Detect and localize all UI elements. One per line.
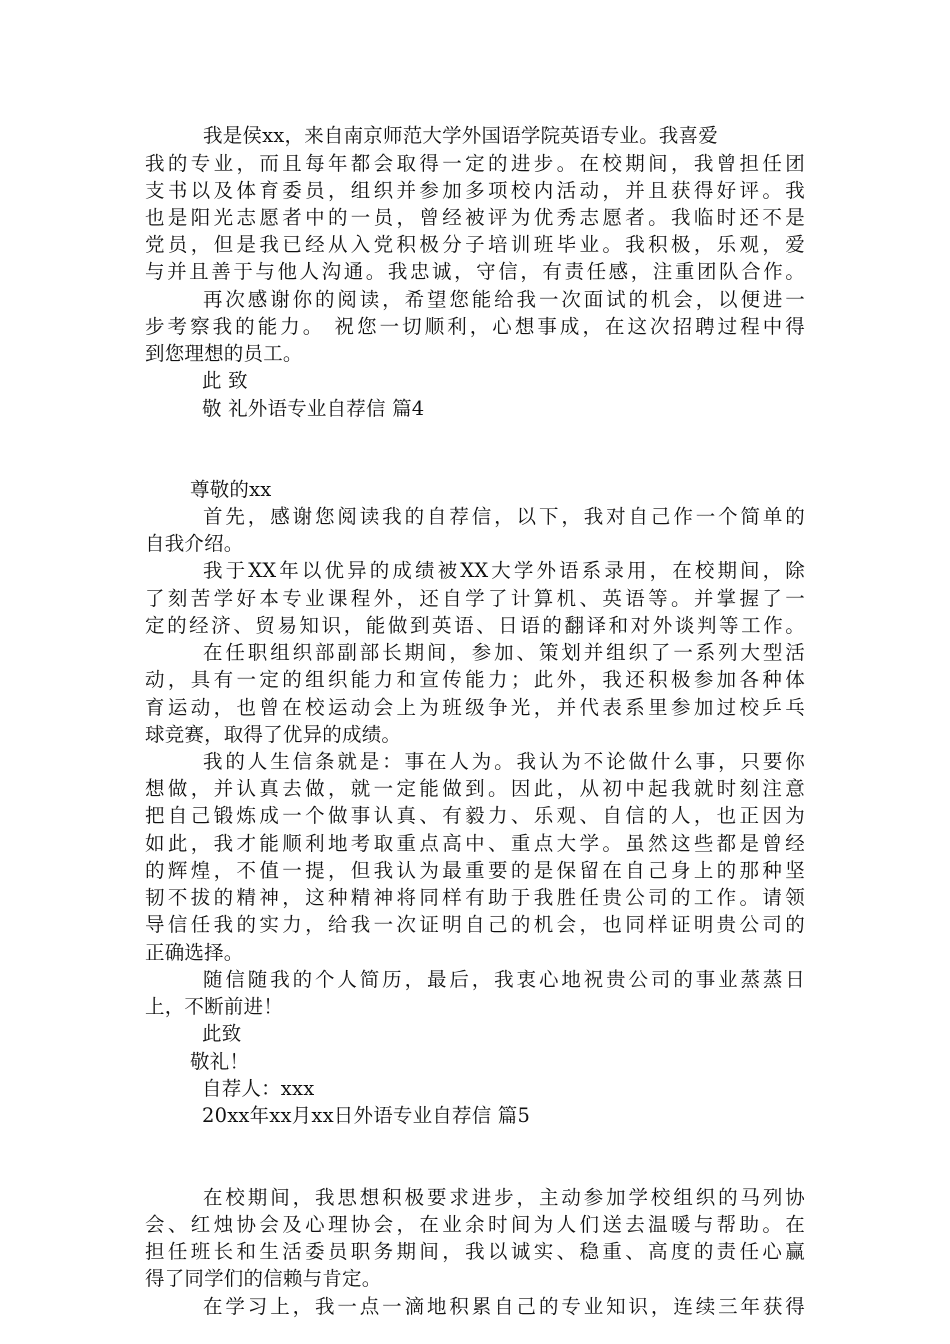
text-line: 我的专业，而且每年都会取得一定的进步。在校期间，我曾担任团: [145, 152, 805, 175]
section-heading: 20xx年xx月xx日外语专业自荐信 篇5: [202, 1104, 531, 1127]
text-line: 在学习上，我一点一滴地积累自己的专业知识，连续三年获得: [203, 1295, 805, 1318]
text-line: 把自己锻炼成一个做事认真、有毅力、乐观、自信的人，也正因为: [145, 804, 805, 827]
text-line: 我的人生信条就是：事在人为。我认为不论做什么事，只要你: [203, 750, 805, 773]
text-line: 动，具有一定的组织能力和宣传能力；此外，我还积极参加各种体: [145, 668, 805, 691]
text-line: 如此，我才能顺利地考取重点高中、重点大学。虽然这些都是曾经: [145, 832, 805, 855]
text-line: 担任班长和生活委员职务期间，我以诚实、稳重、高度的责任心赢: [145, 1240, 805, 1263]
text-line: 在任职组织部副部长期间，参加、策划并组织了一系列大型活: [203, 641, 805, 664]
text-line: 首先，感谢您阅读我的自荐信，以下，我对自己作一个简单的: [203, 505, 805, 528]
text-line: 定的经济、贸易知识，能做到英语、日语的翻译和对外谈判等工作。: [145, 614, 805, 637]
closing-line: 此 致: [202, 369, 248, 392]
text-line: 也是阳光志愿者中的一员，曾经被评为优秀志愿者。我临时还不是: [145, 206, 805, 229]
text-line: 我于XX年以优异的成绩被XX大学外语系录用，在校期间，除: [203, 559, 805, 582]
text-line: 再次感谢你的阅读，希望您能给我一次面试的机会，以便进一: [203, 288, 805, 311]
text-line: 随信随我的个人简历，最后，我衷心地祝贵公司的事业蒸蒸日: [203, 968, 805, 991]
text-line: 到您理想的员工。: [145, 342, 303, 365]
closing-line: 敬礼！: [190, 1050, 250, 1073]
text-line: 步考察我的能力。 祝您一切顺利，心想事成，在这次招聘过程中得: [145, 315, 805, 338]
salutation: 尊敬的xx: [190, 478, 272, 501]
text-line: 在校期间，我思想积极要求进步，主动参加学校组织的马列协: [203, 1186, 805, 1209]
text-line: 想做，并认真去做，就一定能做到。因此，从初中起我就时刻注意: [145, 777, 805, 800]
text-line: 与并且善于与他人沟通。我忠诚，守信，有责任感，注重团队合作。: [145, 260, 805, 283]
text-line: 韧不拔的精神，这种精神将同样有助于我胜任贵公司的工作。请领: [145, 886, 805, 909]
text-line: 得了同学们的信赖与肯定。: [145, 1267, 382, 1290]
text-line: 了刻苦学好本专业课程外，还自学了计算机、英语等。并掌握了一: [145, 587, 805, 610]
closing-line: 此致: [202, 1022, 242, 1045]
text-line: 我是侯xx，来自南京师范大学外国语学院英语专业。我喜爱: [203, 124, 718, 147]
text-line: 球竞赛，取得了优异的成绩。: [145, 723, 402, 746]
text-line: 自我介绍。: [145, 532, 244, 555]
text-line: 会、红烛协会及心理协会，在业余时间为人们送去温暖与帮助。在: [145, 1213, 805, 1236]
text-line: 党员，但是我已经从入党积极分子培训班毕业。我积极，乐观，爱: [145, 233, 805, 256]
text-line: 育运动，也曾在校运动会上为班级争光，并代表系里参加过校乒乓: [145, 696, 805, 719]
text-line: 支书以及体育委员，组织并参加多项校内活动，并且获得好评。我: [145, 179, 805, 202]
text-line: 导信任我的实力，给我一次证明自己的机会，也同样证明贵公司的: [145, 913, 805, 936]
section-heading: 敬 礼外语专业自荐信 篇4: [202, 397, 425, 420]
signature-line: 自荐人：xxx: [202, 1077, 315, 1100]
text-line: 正确选择。: [145, 941, 244, 964]
text-line: 的辉煌，不值一提，但我认为最重要的是保留在自己身上的那种坚: [145, 859, 805, 882]
text-line: 上，不断前进！: [145, 995, 283, 1018]
